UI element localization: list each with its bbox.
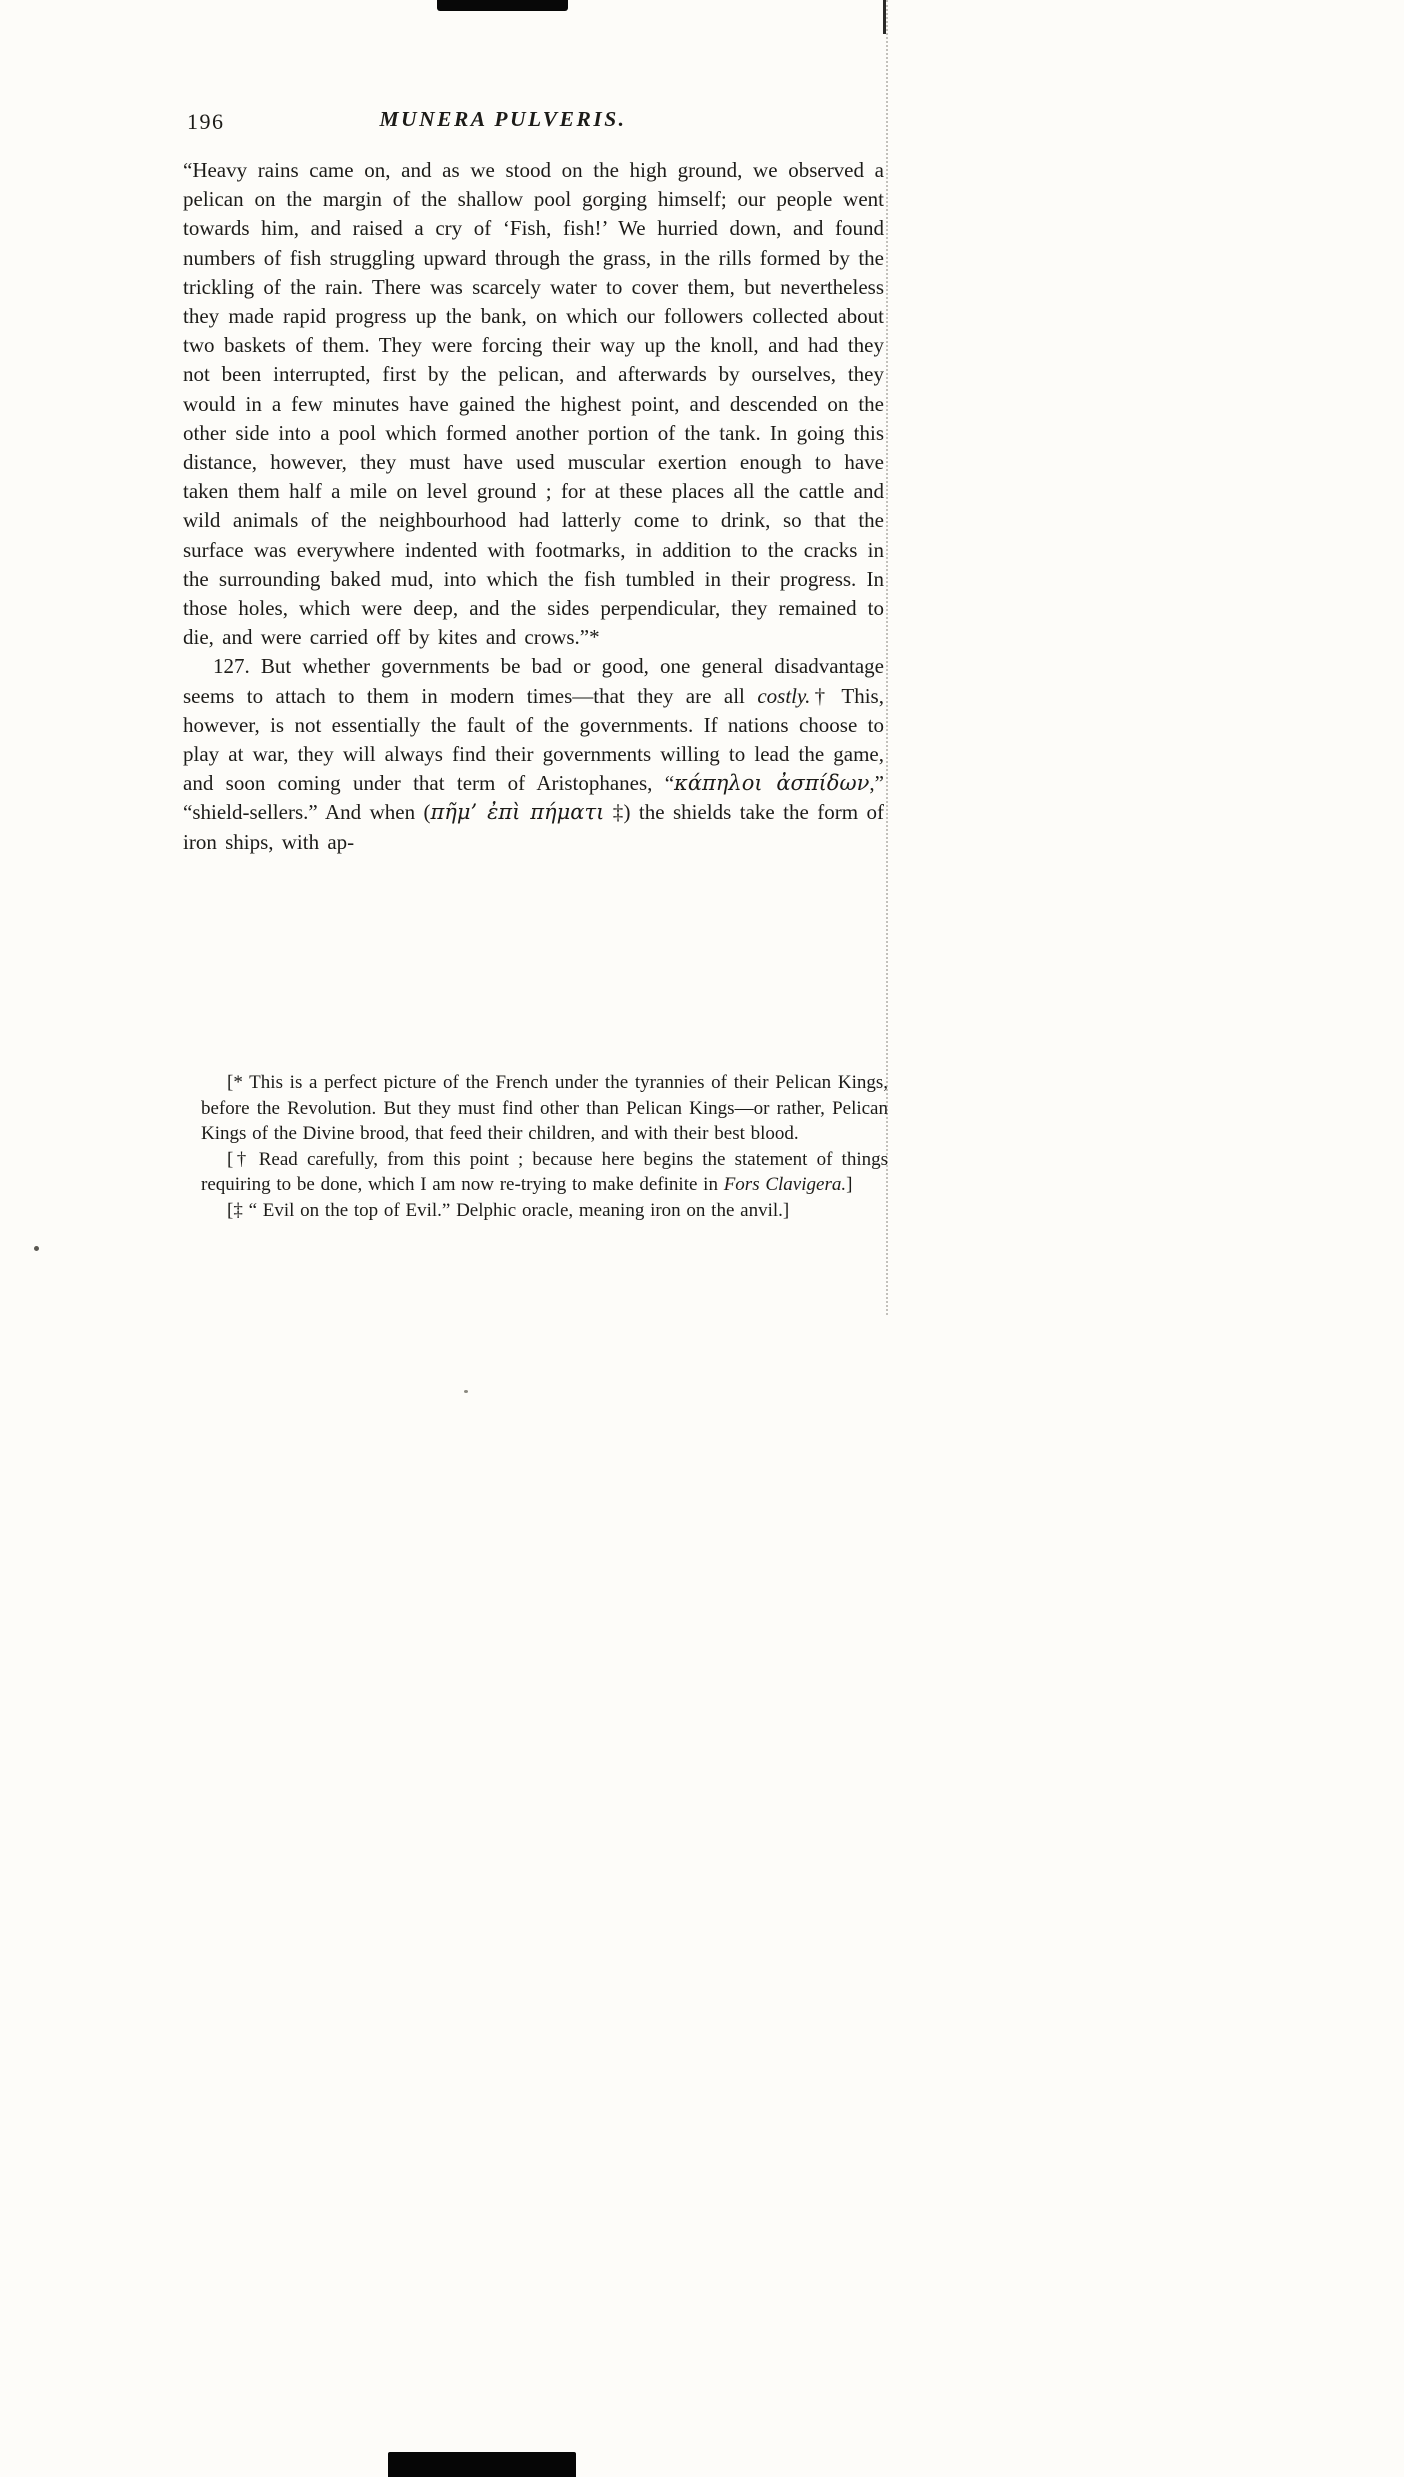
paragraph-text: 127. But whether governments be bad or good, one general disadvantage seems to attach to them in modern times—that they are all <box>183 654 884 708</box>
page-header <box>183 106 883 140</box>
paragraph-text: ‡) the shields take the form of iron ships, with ap- <box>183 800 884 854</box>
main-text-block <box>183 156 884 857</box>
scan-speck-middle <box>464 1390 468 1393</box>
greek-phrase-shield-sellers: κάπηλοι ἀσπίδων <box>674 771 870 796</box>
running-title: MUNERA PULVERIS. <box>379 107 627 131</box>
scan-ink-mark-top <box>437 0 568 11</box>
footnote-dagger <box>201 1147 888 1198</box>
footnote-double-dagger: [‡ “ Evil on the top of Evil.” Delphic oracle, meaning iron on the anvil.] <box>227 1199 790 1221</box>
footnote-asterisk: [* This is a perfect picture of the French under the tyrannies of their Pelican Kings, before the Revolution. But they must find other than Pelican Kings—or rather, Pelican Kings of the Divine brood, that feed their children, and with their best blood. <box>201 1072 888 1145</box>
greek-phrase-oracle: πῆμ’ ἐπὶ πήματι <box>430 800 605 825</box>
page-number: 196 <box>187 109 225 134</box>
footnotes-section <box>201 1070 888 1224</box>
paragraph-text: ,” “shield-sellers.” And when ( <box>183 771 884 825</box>
footnote-text: ] <box>846 1174 853 1196</box>
scan-ink-mark-bottom <box>388 2452 576 2477</box>
paragraph-127 <box>183 652 884 856</box>
work-title-fors-clavigera: Fors Clavigera. <box>723 1174 847 1196</box>
quoted-passage-paragraph: “Heavy rains came on, and as we stood on the high ground, we observed a pelican on the margin of the shallow pool gorging himself; our people went towards him, and raised a cry of ‘Fish, fish!’ We hurried down, and found numbers of fish struggling upward through the grass, in the rills formed by the trickling of the rain. There was scarcely water to cover them, but nevertheless they made rapid progress up the bank, on which our followers collected about two baskets of them. They were forcing their way up the knoll, and had they not been interrupted, first by the pelican, and afterwards by ourselves, they would in a few minutes have gained the highest point, and descended on the other side into a pool which formed another portion of the tank. In going this distance, however, they must have used muscular exertion enough to have taken them half a mile on level ground ; for at these places all the cattle and wild animals of the neighbourhood had latterly come to drink, so that the surface was everywhere indented with footmarks, in addition to the cracks in the surrounding baked mud, into which the fish tumbled in their progress. In those holes, which were deep, and the sides perpendicular, they remained to die, and were carried off by kites and crows.”* <box>183 158 884 650</box>
paragraph-text: † This, however, is not essentially the fault of the governments. If nations choose to play at war, they will always find their governments willing to lead the game, and soon coming under that term of Aristophanes, “ <box>183 683 884 796</box>
scan-speck-left <box>34 1246 39 1251</box>
footnote-text: [† Read carefully, from this point ; because here begins the statement of things requiring to be done, which I am now re-trying to make definite in <box>201 1148 888 1196</box>
emphasis-costly: costly. <box>757 683 811 708</box>
